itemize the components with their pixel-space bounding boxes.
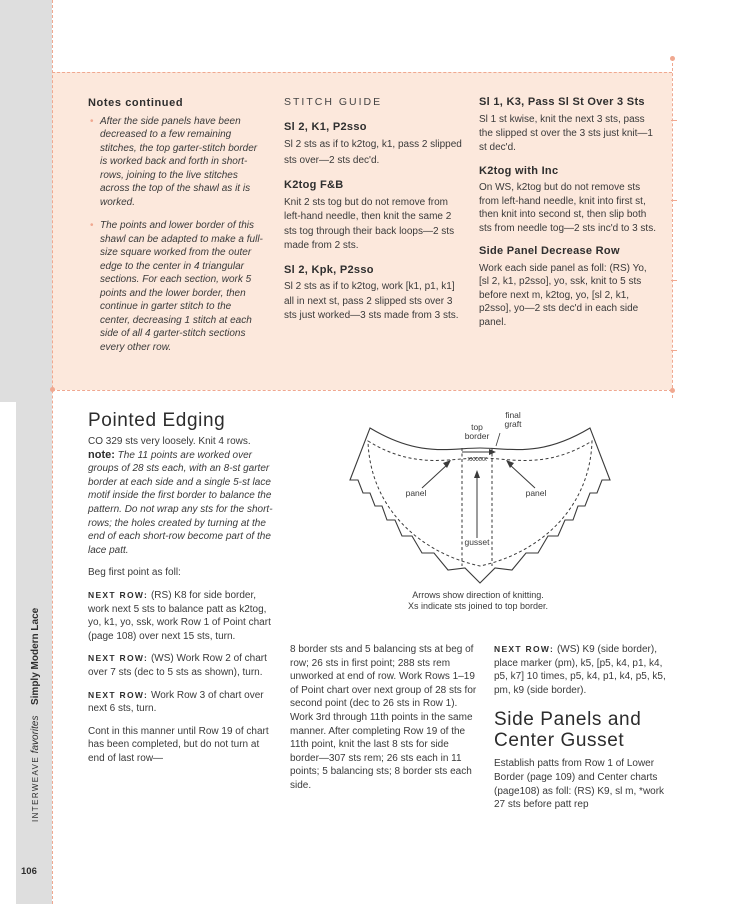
label-gusset: gusset (464, 537, 490, 547)
stitch-text: Sl 2 sts as if to k2tog, work [k1, p1, k1] all in next st, pass 2 slipped sts over 3 sts just worked—3 sts made from 3 sts. (284, 281, 459, 321)
label-panel-right: panel (525, 488, 547, 498)
page-number: 106 (21, 866, 37, 877)
cut-tick (671, 200, 677, 201)
row-instruction: NEXT ROW: (WS) Work Row 2 of chart over 7 sts (dec to 5 sts as shown), turn. (88, 653, 267, 678)
label-panel-left: panel (405, 488, 427, 498)
stitch-title: Side Panel Decrease Row (479, 245, 620, 257)
label-final: final (505, 410, 521, 420)
stitch-title: Sl 1, K3, Pass Sl St Over 3 Sts (479, 96, 645, 108)
cont-text: Cont in this manner until Row 19 of chart has been completed, but do not turn at end of last row— (88, 725, 269, 764)
shawl-diagram (340, 408, 620, 588)
note-label: note: (88, 448, 115, 461)
stitch-guide-column-2 (479, 96, 657, 329)
stitch-guide-column (284, 96, 464, 324)
stitch-text: Knit 2 sts tog but do not remove from left-hand needle, then knit the same 2 sts tog through their back loops—2 sts made from 2 sts. (284, 196, 455, 251)
section-title: Pointed Edging (88, 410, 226, 431)
label-graft: graft (504, 419, 522, 429)
label-border: border (464, 431, 490, 441)
series-name: favorites (30, 715, 41, 754)
intro-text: CO 329 sts very loosely. Knit 4 rows. (88, 436, 251, 447)
panel-arrow-right (509, 464, 535, 488)
stitch-text: Sl 2 sts as if to k2tog, k1, pass 2 slipped sts over—2 sts dec'd. (284, 139, 462, 166)
section-title: Side Panels and Center Gusset (494, 709, 642, 752)
diagram-caption: Arrows show direction of knitting. Xs indicate sts joined to top border. (407, 590, 549, 611)
row-instruction: NEXT ROW: (RS) K8 for side border, work next 5 sts to balance patt as k2tog, yo, k1, yo, ssk, work Row 1 of Point chart (page 108) over next 15 sts, turn. (88, 589, 271, 642)
beg-text: Beg first point as foll: (88, 567, 181, 579)
stitch-text: Work each side panel as foll: (RS) Yo, [sl 2, k1, p2sso], yo, ssk, knit to 5 sts before next m, k2tog, yo, [sl 2, k1, p2sso], yo—2 sts dec'd in each side panel. (479, 262, 647, 328)
cut-tick (671, 280, 677, 281)
publisher-name: INTERWEAVE (31, 755, 40, 822)
intro-paragraph (88, 435, 276, 557)
side-white-margin (0, 402, 16, 904)
right-text: Establish patts from Row 1 of Lower Border (page 109) and Center charts (page108) as foll: (RS) K9, sl m, *work 27 sts before patt rep (494, 758, 665, 811)
note-text: The 11 points are worked over groups of 28 sts each, with an 8-st garter border at each side and a single 5-st lace motif inside the first border to balance the pattern. Do not wrap any sts for the short-rows; the holes created by turning at the end of each short-row become part of the lace patt. (88, 449, 273, 556)
label-top: top (471, 422, 483, 432)
cut-dot (670, 56, 675, 61)
right-column (494, 643, 672, 812)
cut-tick (671, 350, 677, 351)
label-xs: xxxxxx (467, 456, 487, 463)
stitch-guide-heading: STITCH GUIDE (284, 96, 383, 108)
notes-item: • After the side panels have been decreased to a few remaining stitches, the top garter-stitch border is worked back and forth in short-rows, joining to the live stitches across the top of the shawl as it is worked. (90, 115, 258, 208)
cut-tick (671, 120, 677, 121)
notes-column (88, 97, 263, 364)
arrow-head (506, 460, 514, 468)
arrow-head (474, 470, 480, 478)
stitch-title: Sl 2, K1, P2sso (284, 120, 367, 133)
stitch-title: K2tog F&B (284, 179, 344, 191)
stitch-title: K2tog with Inc (479, 164, 559, 177)
cut-line-bottom (52, 390, 672, 391)
book-title: Simply Modern Lace (30, 607, 41, 706)
running-head (30, 608, 41, 822)
notes-heading: Notes continued (88, 97, 184, 109)
middle-column (290, 643, 478, 793)
cut-dot (50, 387, 55, 392)
notes-item: • The points and lower border of this shawl can be adapted to make a full-size square worked from the outer edge to the center in 4 triangular sections. For each section, work 5 points and the lower border, then continue in garter stitch to the center, decreasing 1 stitch at each side of all 4 garter-stitch sections every other row. (90, 220, 263, 353)
graft-pointer (496, 433, 500, 446)
row-instruction: NEXT ROW: (WS) K9 (side border), place marker (pm), k5, [p5, k4, p1, k4, p5, k7] 10 times, p5, k4, p1, k4, p5, k5, pm, k9 (side border). (494, 644, 666, 696)
stitch-text: Sl 1 st kwise, knit the next 3 sts, pass the slipped st over the 3 sts just knit—1 st dec'd. (479, 113, 653, 153)
cut-dot (670, 388, 675, 393)
stitch-text: On WS, k2tog but do not remove sts from left-hand needle, knit into first st, then knit into second st, then slip both sts from needle tog—2 sts inc'd to 3 sts. (479, 182, 656, 234)
panel-arrow-left (422, 464, 448, 488)
arrow-head (443, 460, 451, 468)
cut-line-right (672, 58, 673, 398)
cut-line-top (52, 72, 672, 73)
stitch-title: Sl 2, Kpk, P2sso (284, 263, 374, 276)
middle-text: 8 border sts and 5 balancing sts at beg of row; 26 sts in first point; 288 sts rem unworked at end of row. Work Rows 1–19 of Point chart over next group of 28 sts for second point (dec to 26 sts in Row 1). Work 3rd through 11th points in the same manner. After completing Row 19 of the 11th point, knit the last 8 sts for side border—307 sts rem; 26 sts each in 11 points; 5 balancing sts; 8 border sts each side. (290, 644, 477, 791)
pointed-edging-column (88, 410, 276, 765)
row-instruction: NEXT ROW: Work Row 3 of chart over next 6 sts, turn. (88, 689, 264, 715)
notes-list (88, 115, 263, 355)
cut-line-vertical (52, 0, 53, 904)
